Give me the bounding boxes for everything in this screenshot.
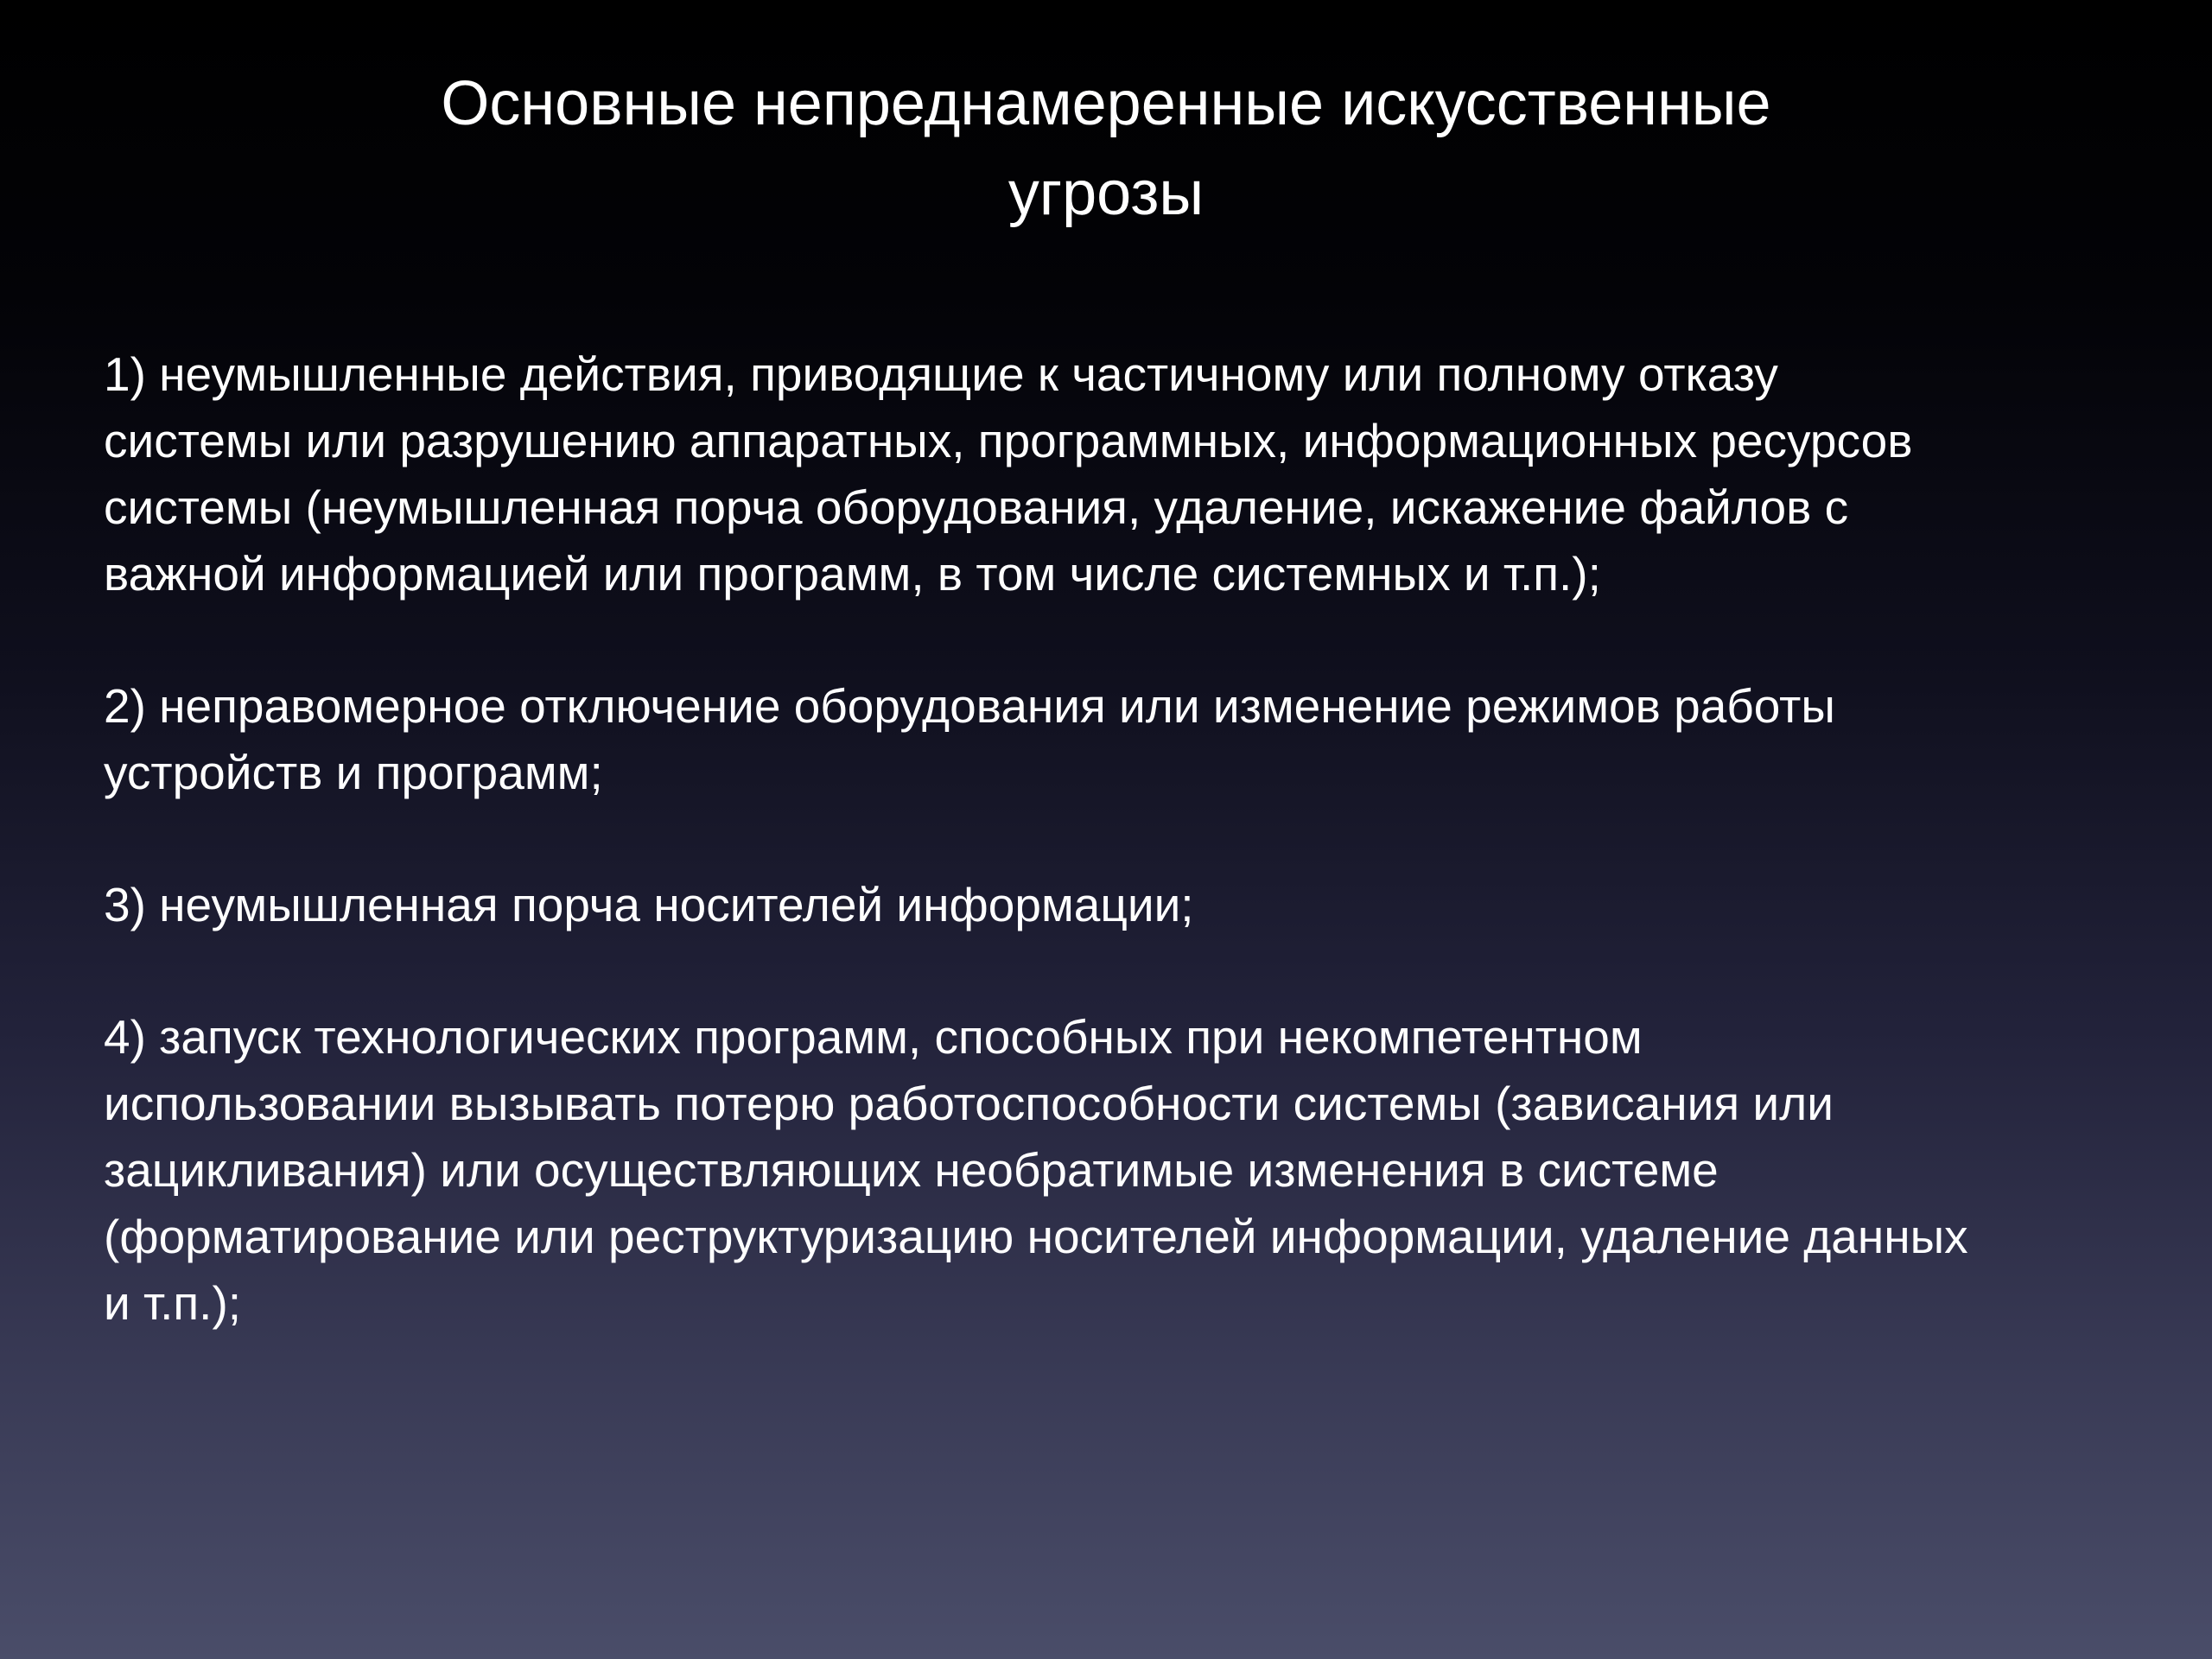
threat-item-4-line: 4) запуск технологических программ, способных при некомпетентном — [104, 1010, 1643, 1064]
threat-list — [104, 341, 2152, 1402]
threat-item-1-line: системы или разрушению аппаратных, программных, информационных ресурсов — [104, 414, 1913, 467]
threat-item-2 — [104, 673, 2152, 806]
threat-item-4-line: (форматирование или реструктуризацию носителей информации, удаление данных — [104, 1210, 1968, 1263]
threat-item-3-line: 3) неумышленная порча носителей информации; — [104, 878, 1194, 931]
threat-item-4 — [104, 1004, 2152, 1337]
slide-title-line-1: Основные непреднамеренные искусственные — [441, 69, 1771, 138]
threat-item-4-line: и т.п.); — [104, 1276, 242, 1330]
threat-item-4-line: использовании вызывать потерю работоспособности системы (зависания или — [104, 1077, 1834, 1130]
slide-title-line-2: угрозы — [1007, 159, 1205, 228]
threat-item-1 — [104, 341, 2152, 607]
threat-item-2-line: 2) неправомерное отключение оборудования или изменение режимов работы — [104, 679, 1835, 733]
threat-item-3 — [104, 872, 2152, 938]
threat-item-1-line: системы (неумышленная порча оборудования, удаление, искажение файлов с — [104, 480, 1849, 534]
threat-item-1-line: важной информацией или программ, в том числе системных и т.п.); — [104, 547, 1601, 601]
slide-title — [156, 59, 2056, 238]
threat-item-2-line: устройств и программ; — [104, 746, 603, 799]
threat-item-1-line: 1) неумышленные действия, приводящие к частичному или полному отказу — [104, 347, 1778, 401]
threat-item-4-line: зацикливания) или осуществляющих необратимые изменения в системе — [104, 1143, 1719, 1197]
